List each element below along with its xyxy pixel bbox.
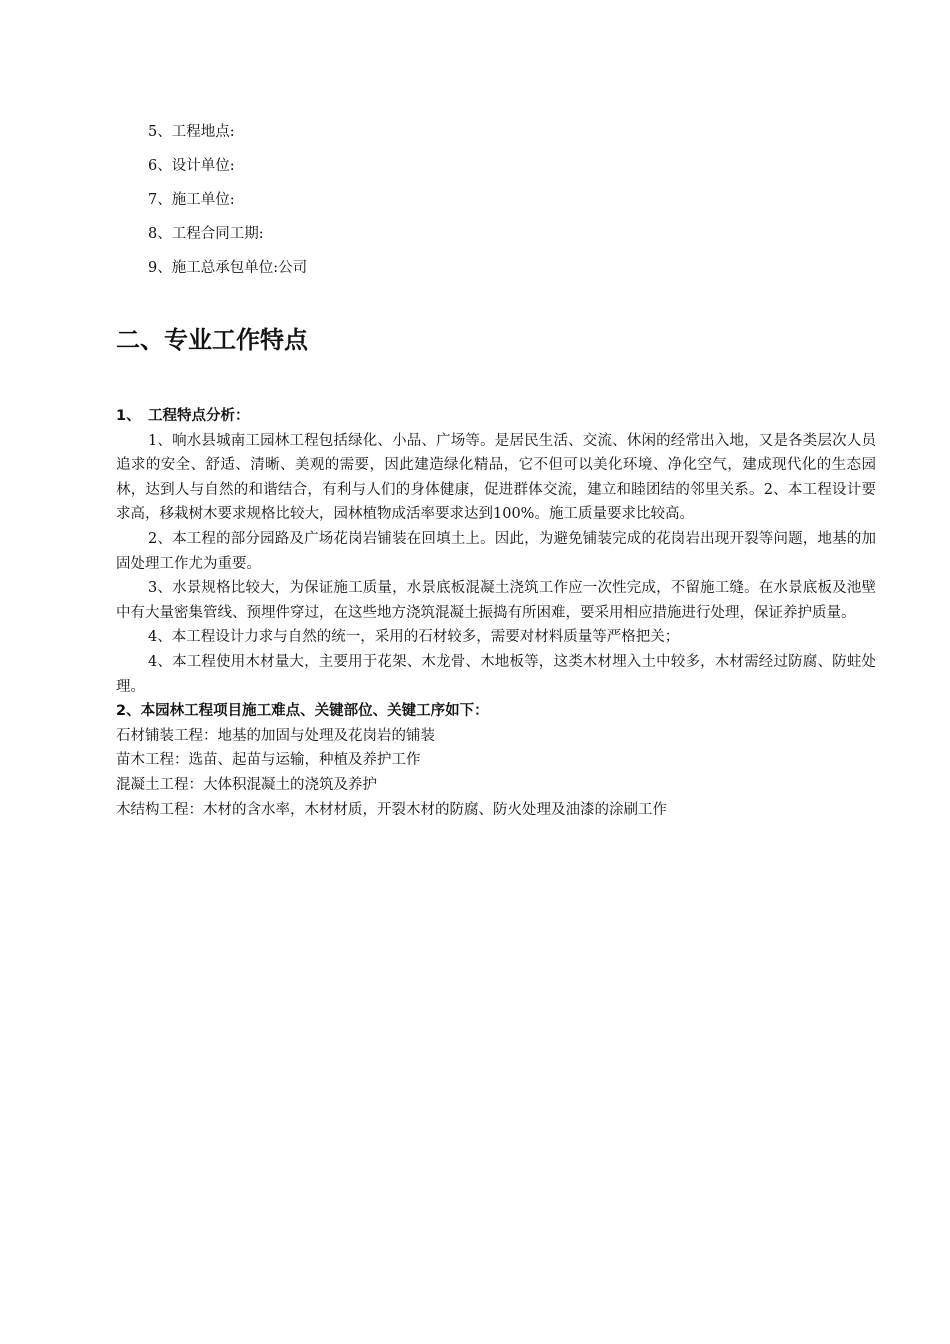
analysis-paragraph: 4、本工程设计力求与自然的统一，采用的石材较多，需要对材料质量等严格把关； xyxy=(148,629,680,646)
contract-period: 8、工程合同工期: xyxy=(148,226,264,242)
analysis-paragraph: 3、水景规格比较大，为保证施工质量，水景底板混凝土浇筑工作应一次性完成，不留施工缝。在水景底板及池壁中有大量密集管线、预埋件穿过，在这些地方浇筑混凝土振捣有所困难，要采用相应措施进行处理，保证养护质量。 xyxy=(116,580,876,621)
difficulty-item: 混凝土工程：大体积混凝土的浇筑及养护 xyxy=(116,776,377,793)
difficulty-item: 木结构工程：木材的含水率，木材材质，开裂木材的防腐、防火处理及油漆的涂刷工作 xyxy=(116,801,667,818)
difficulty-item: 苗木工程：选苗、起苗与运输，种植及养护工作 xyxy=(116,752,421,769)
analysis-heading-text: 工程特点分析： xyxy=(148,408,250,424)
design-unit: 6、设计单位: xyxy=(148,158,235,174)
section-title: 二、专业工作特点 xyxy=(116,326,308,354)
difficulty-item: 石材铺装工程：地基的加固与处理及花岗岩的铺装 xyxy=(116,727,435,744)
analysis-paragraph: 2、本工程的部分园路及广场花岗岩铺装在回填土上。因此，为避免铺装完成的花岗岩出现开裂等问题，地基的加固处理工作尤为重要。 xyxy=(116,530,876,572)
analysis-number: 1、 xyxy=(116,408,141,424)
analysis-heading xyxy=(116,404,876,429)
analysis-paragraph: 4、本工程使用木材量大，主要用于花架、木龙骨、木地板等，这类木材埋入土中较多，木材需经过防腐、防蛀处理。 xyxy=(116,653,876,695)
project-info-list xyxy=(148,124,307,294)
project-location: 5、工程地点: xyxy=(148,124,235,140)
general-contractor: 9、施工总承包单位:公司 xyxy=(148,260,308,276)
section-body xyxy=(116,404,876,822)
difficulties-heading: 2、本园林工程项目施工难点、关键部位、关键工序如下： xyxy=(116,703,489,720)
analysis-paragraph: 1、响水县城南工园林工程包括绿化、小品、广场等。是居民生活、交流、休闲的经常出入地，又是各类层次人员追求的安全、舒适、清晰、美观的需要，因此建造绿化精品，它不但可以美化环境、净化空气，建成现代化的生态园林，达到人与自然的和谐结合，有利与人们的身体健康，促进群体交流，建立和睦团结的邻里关系。2、本工程设计要求高，移栽树木要求规格比较大，园林植物成活率要求达到100%。施工质量要求比较高。 xyxy=(116,432,876,523)
construction-unit: 7、施工单位: xyxy=(148,192,235,208)
